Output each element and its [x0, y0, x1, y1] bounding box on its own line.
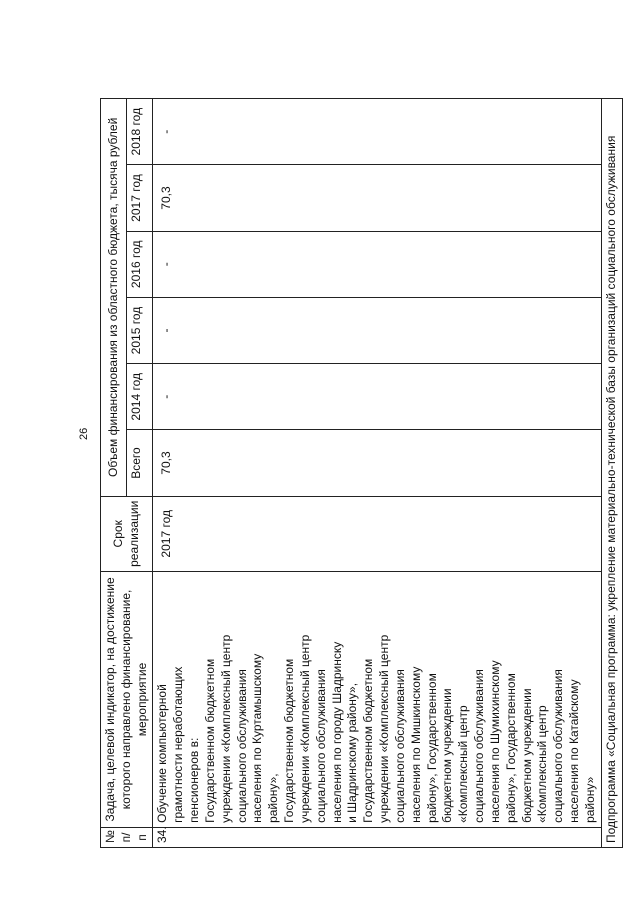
header-year: 2017 год — [127, 165, 153, 231]
row-value: - — [153, 99, 601, 165]
task-line: социального обслуживания — [392, 669, 407, 823]
header-year: 2014 год — [127, 364, 153, 430]
task-line: району», — [266, 773, 281, 823]
task-line: району», Государственном — [424, 673, 439, 823]
header-year: Всего — [127, 430, 153, 496]
task-line: учреждении «Комплексный центр — [297, 634, 312, 823]
header-task: Задача, целевой индикатор, на достижение которого направлено финансирование, мероприятие — [101, 571, 153, 827]
task-line: населения по городу Шадринску — [329, 641, 344, 823]
row-term: 2017 год — [153, 496, 601, 571]
funding-table — [100, 98, 623, 848]
task-line: населения по Шумихинскому — [487, 660, 502, 823]
task-line: и Шадринскому району», — [345, 682, 360, 823]
task-line: населения по Катайскому — [567, 679, 582, 823]
header-num: № п/п — [101, 827, 153, 847]
task-line: социального обслуживания — [234, 669, 249, 823]
table-row — [153, 99, 601, 848]
task-line: «Комплексный центр — [456, 705, 471, 823]
task-line: пенсионеров в: — [187, 737, 202, 823]
subprogram-row — [601, 99, 622, 848]
task-line: бюджетном учреждении — [519, 688, 534, 823]
task-line: «Комплексный центр — [535, 705, 550, 823]
task-line: бюджетном учреждении — [440, 688, 455, 823]
row-value: - — [153, 297, 601, 363]
page-number: 26 — [78, 427, 90, 440]
task-line: социального обслуживания — [472, 669, 487, 823]
header-row — [101, 99, 127, 848]
task-line: району» — [582, 776, 597, 823]
header-year: 2018 год — [127, 99, 153, 165]
row-value: 70,3 — [153, 430, 601, 496]
row-task — [153, 571, 601, 827]
task-line: учреждении «Комплексный центр — [377, 634, 392, 823]
subprogram-title: Подпрограмма «Социальная программа: укрепление материально-технической базы организаций социального обслуживания — [601, 99, 622, 848]
task-line: району», Государственном — [503, 673, 518, 823]
header-year: 2016 год — [127, 231, 153, 297]
task-line: грамотности неработающих — [171, 666, 186, 823]
row-value: - — [153, 231, 601, 297]
header-year: 2015 год — [127, 297, 153, 363]
header-funding: Объем финансирования из областного бюджета, тысяча рублей — [101, 99, 127, 497]
task-line: Государственном бюджетном — [282, 658, 297, 823]
task-line: Государственном бюджетном — [361, 658, 376, 823]
row-value: - — [153, 364, 601, 430]
task-line: населения по Куртамышскому — [250, 653, 265, 823]
task-line: населения по Мишкинскому — [408, 666, 423, 823]
row-value: 70,3 — [153, 165, 601, 231]
task-line: социального обслуживания — [551, 669, 566, 823]
task-line: Обучение компьютерной — [155, 684, 170, 823]
header-term: Срок реализации — [101, 496, 153, 571]
rotated-page — [100, 98, 618, 848]
task-line: учреждении «Комплексный центр — [218, 634, 233, 823]
task-line: социального обслуживания — [313, 669, 328, 823]
row-num: 34. — [153, 827, 601, 847]
task-line: Государственном бюджетном — [202, 658, 217, 823]
